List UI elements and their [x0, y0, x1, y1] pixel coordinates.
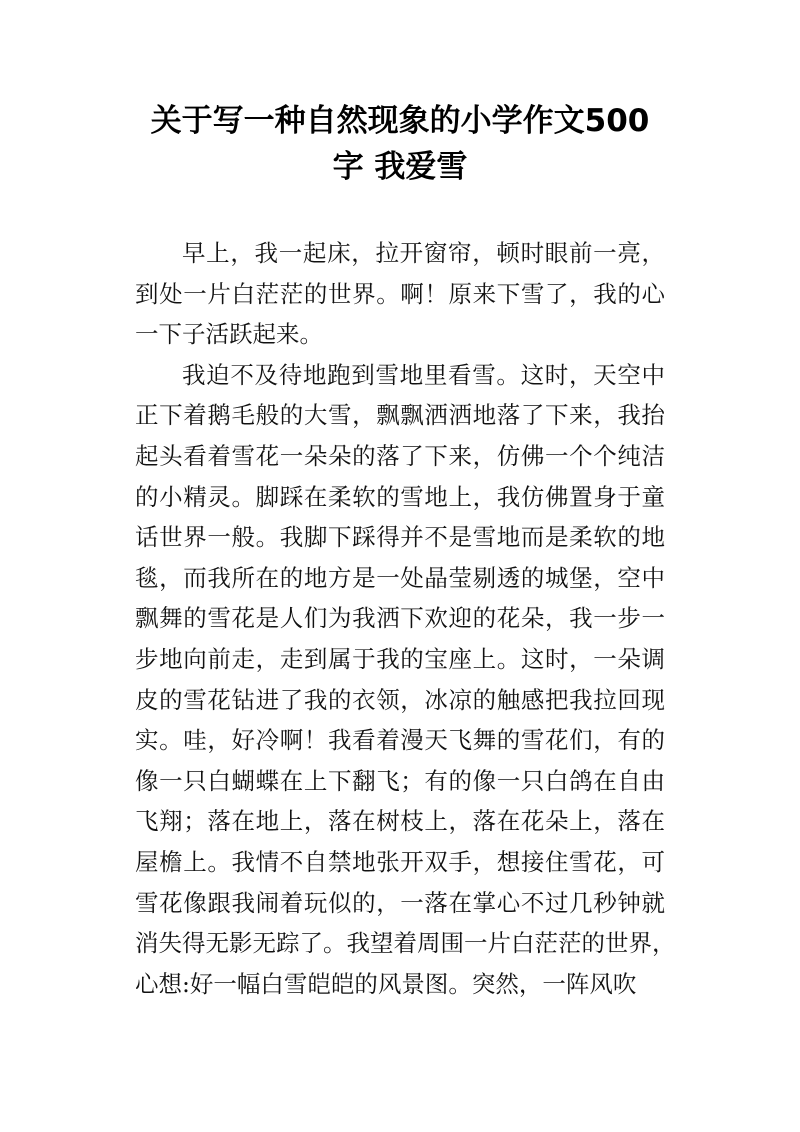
- title-line-2: 字 我爱雪: [332, 149, 468, 185]
- paragraph-2-line-5: 话世界一般。我脚下踩得并不是雪地而是柔软的地: [135, 523, 665, 552]
- paragraph-2-line-9: 皮的雪花钻进了我的衣领，冰凉的触感把我拉回现: [135, 685, 665, 714]
- title-line-1: 关于写一种自然现象的小学作文500: [150, 103, 650, 139]
- paragraph-2-line-8: 步地向前走，走到属于我的宝座上。这时，一朵调: [135, 644, 665, 673]
- paragraph-2-line-2: 正下着鹅毛般的大雪，飘飘洒洒地落了下来，我抬: [135, 401, 665, 430]
- paragraph-1-line-1: 早上，我一起床，拉开窗帘，顿时眼前一亮，: [182, 239, 665, 267]
- paragraph-2-line-15: 消失得无影无踪了。我望着周围一片白茫茫的世界，: [135, 929, 676, 958]
- paragraph-1-line-3: 一下子活跃起来。: [135, 320, 323, 349]
- paragraph-2-line-16: 心想:好一幅白雪皑皑的风景图。突然，一阵风吹: [135, 969, 637, 998]
- essay-body: [135, 233, 676, 1004]
- document-title: [100, 98, 700, 190]
- paragraph-2-line-10: 实。哇，好冷啊！我看着漫天飞舞的雪花们，有的: [135, 726, 665, 755]
- paragraph-2-line-7: 飘舞的雪花是人们为我洒下欢迎的花朵，我一步一: [135, 604, 665, 633]
- paragraph-2-line-4: 的小精灵。脚踩在柔软的雪地上，我仿佛置身于童: [135, 482, 665, 511]
- paragraph-2-line-1: 我迫不及待地跑到雪地里看雪。这时，天空中: [182, 360, 665, 389]
- paragraph-2-line-6: 毯，而我所在的地方是一处晶莹剔透的城堡，空中: [135, 563, 665, 592]
- paragraph-2-line-11: 像一只白蝴蝶在上下翻飞；有的像一只白鸽在自由: [135, 766, 665, 795]
- paragraph-2-line-12: 飞翔；落在地上，落在树枝上，落在花朵上，落在: [135, 807, 665, 836]
- paragraph-2-line-3: 起头看着雪花一朵朵的落了下来，仿佛一个个纯洁: [135, 441, 665, 470]
- paragraph-2-line-14: 雪花像跟我闹着玩似的，一落在掌心不过几秒钟就: [135, 888, 665, 917]
- paragraph-1-line-2: 到处一片白茫茫的世界。啊！原来下雪了，我的心: [135, 279, 665, 308]
- paragraph-2-line-13: 屋檐上。我情不自禁地张开双手，想接住雪花，可: [135, 847, 665, 876]
